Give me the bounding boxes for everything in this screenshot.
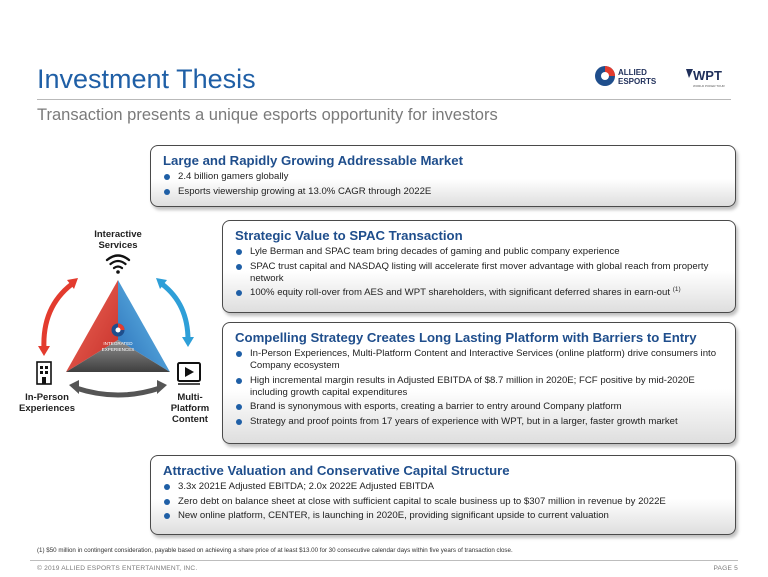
bullet-dot-icon [236,249,242,255]
bullet-text: High incremental margin results in Adjusted EBITDA of $8.7 million in 2020E; FCF positive by mid-2020E including growth capital expenditures [250,374,695,398]
thesis-box-valuation [150,455,736,535]
label-line: Multi- [177,392,203,403]
bullet-dot-icon [164,499,170,505]
integrated-experiences-diagram [20,222,220,432]
bullet-dot-icon [236,419,242,425]
interactive-services-label [90,229,146,251]
bullet-text: Lyle Berman and SPAC team bring decades of gaming and public company experience [250,246,620,257]
footer-divider [30,560,738,561]
center-label-line2: EXPERIENCES [101,347,135,352]
bullet-text: In-Person Experiences, Multi-Platform Content and Interactive Services (online platform) drive consumers into Company ecosystem [250,348,717,372]
center-label-line1: INTEGRATED [103,341,133,346]
bullet-dot-icon [236,264,242,270]
bullet-text: 2.4 billion gamers globally [178,171,289,182]
label-line: Interactive [94,229,142,240]
label-line: Experiences [19,403,75,414]
wifi-icon [107,256,129,274]
page-title: Investment Thesis [37,64,256,94]
page-number: PAGE 5 [713,565,738,572]
bullet-text: New online platform, CENTER, is launching in 2020E, providing significant upside to current valuation [178,510,609,522]
bullet-text: Strategy and proof points from 17 years of experience with WPT, but in a larger, faster growth market [250,415,678,427]
bullet-dot-icon [236,378,242,384]
blue-cycle-arrow-icon [156,278,194,347]
allied-esports-logo [595,66,657,86]
bullet-item [235,416,725,428]
bullet-item [235,287,725,299]
footnote: (1) $50 million in contingent consideration, payable based on achieving a share price of at least $13.00 for 30 consecutive calendar days within five years of transaction close. [37,547,513,554]
bullet-dot-icon [236,351,242,357]
bullet-item [163,171,725,183]
red-cycle-arrow-icon [38,278,78,356]
thesis-box-market [150,145,736,207]
building-icon [37,362,51,384]
bullet-text: SPAC trust capital and NASDAQ listing will accelerate first mover advantage with global reach from property network [250,260,709,284]
bullet-item [235,401,725,413]
thesis-box-strategy [222,322,736,444]
box-title: Large and Rapidly Growing Addressable Market [163,153,463,168]
bullet-dot-icon [164,189,170,195]
page-subtitle: Transaction presents a unique esports opportunity for investors [37,106,498,124]
company-logos [594,63,738,89]
bullet-item [235,375,725,399]
box-title: Compelling Strategy Creates Long Lasting Platform with Barriers to Entry [235,330,697,345]
in-person-experiences-label [14,392,80,414]
box-title: Strategic Value to SPAC Transaction [235,228,463,243]
wpt-logo-sub: WORLD POKER TOUR [693,84,725,88]
wpt-logo [686,68,726,88]
integrated-experiences-logo-icon [112,324,125,337]
label-line: In-Person [25,392,69,403]
thesis-box-strategic-value [222,220,736,313]
allied-logo-line1: ALLIED [618,68,647,77]
bullet-item [163,510,725,522]
multi-platform-content-label [160,392,220,425]
label-line: Platform [170,403,210,414]
bullet-dot-icon [164,513,170,519]
bullet-item [163,481,725,493]
copyright: © 2019 ALLIED ESPORTS ENTERTAINMENT, INC. [37,565,198,572]
gray-cycle-arrow-icon [69,380,167,395]
wpt-logo-text: WPT [693,68,722,83]
bullet-item [235,261,725,285]
bullet-dot-icon [164,174,170,180]
bullet-text: 3.3x 2021E Adjusted EBITDA; 2.0x 2022E Adjusted EBITDA [178,481,434,492]
title-divider [37,99,731,100]
video-play-icon [178,363,200,384]
bullet-dot-icon [164,484,170,490]
bullet-item [235,246,725,258]
bullet-item [235,348,725,372]
label-line: Services [98,240,138,251]
box-title: Attractive Valuation and Conservative Capital Structure [163,463,510,478]
bullet-item [163,496,725,508]
bullet-item [163,186,725,198]
bullet-dot-icon [236,290,242,296]
label-line: Content [172,414,208,425]
bullet-text: Esports viewership growing at 13.0% CAGR through 2022E [178,185,432,197]
bullet-text: 100% equity roll-over from AES and WPT shareholders, with significant deferred shares in earn-out [250,287,671,299]
bullet-text: Zero debt on balance sheet at close with sufficient capital to scale business up to $307 million in revenue by 2022E [178,495,666,507]
bullet-text: Brand is synonymous with esports, creating a barrier to entry around Company platform [250,401,622,413]
footnote-ref: (1) [672,286,681,294]
allied-logo-line2: ESPORTS [618,77,657,86]
bullet-dot-icon [236,404,242,410]
